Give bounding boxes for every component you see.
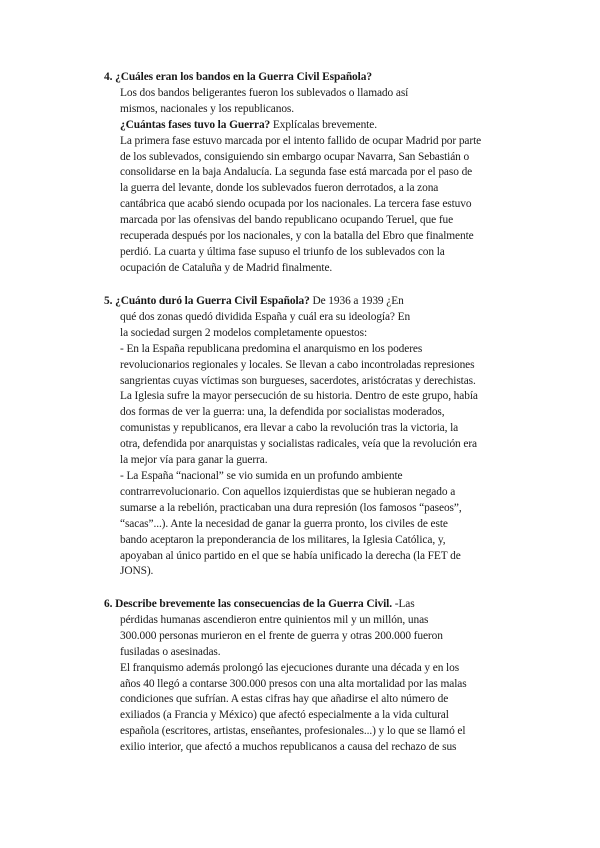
- question-6-section: [104, 597, 520, 756]
- question-5-intro-line: la sociedad surgen 2 modelos completamente opuestos:: [120, 326, 368, 339]
- paragraph-line: exilio interior, que afectó a muchos republicanos a causa del rechazo de sus: [120, 741, 457, 754]
- paragraph-line: recuperada después por los nacionales, y con la batalla del Ebro que finalmente: [120, 230, 474, 243]
- paragraph-line: La primera fase estuvo marcada por el intento fallido de ocupar Madrid por parte: [120, 134, 482, 147]
- paragraph-line: de los sublevados, consiguiendo sin embargo ocupar Navarra, San Sebastián o: [120, 150, 470, 163]
- question-4-text: ¿Cuáles eran los bandos en la Guerra Civil Española?: [115, 71, 372, 83]
- paragraph-line: marcada por las ofensivas del bando republicano ocupando Teruel, que fue: [120, 214, 454, 227]
- paragraph-line: El franquismo además prolongó las ejecuciones durante una década y en los: [120, 661, 460, 674]
- paragraph-line: - La España “nacional” se vio sumida en un profundo ambiente: [120, 469, 403, 482]
- paragraph-line: pérdidas humanas ascendieron entre quinientos mil y un millón, unas: [120, 613, 429, 626]
- paragraph-line: contrarrevolucionario. Con aquellos izquierdistas que se hubieran negado a: [120, 485, 456, 498]
- question-5-body: [104, 342, 520, 581]
- question-5-section: [104, 294, 520, 580]
- paragraph-line: exiliados (a Francia y México) que afectó especialmente a la vida cultural: [120, 709, 449, 722]
- question-6-text: Describe brevemente las consecuencias de la Guerra Civil.: [115, 598, 392, 610]
- question-4-heading: [104, 70, 520, 86]
- sub-question-tail: Explícalas brevemente.: [270, 118, 377, 131]
- paragraph-line: sangrientas cuyas víctimas son burgueses, sacerdotes, aristócratas y derechistas.: [120, 374, 476, 387]
- paragraph-line: la guerra del levante, donde los sublevados fueron derrotados, a la zona: [120, 182, 439, 195]
- paragraph-line: ocupación de Cataluña y de Madrid finalmente.: [120, 261, 333, 274]
- paragraph-line: apoyaban al único partido en el que se había unificado la derecha (la FET de: [120, 549, 461, 562]
- sub-question-phases: [120, 118, 520, 134]
- question-4-answer-line: mismos, nacionales y los republicanos.: [120, 102, 294, 115]
- paragraph-line: dos formas de ver la guerra: una, la defendida por socialistas moderados,: [120, 406, 445, 419]
- question-5-heading: [104, 294, 520, 310]
- paragraph-line: otra, defendida por anarquistas y socialistas radicales, veía que la revolución era: [120, 438, 478, 451]
- question-6-heading: [104, 597, 520, 613]
- paragraph-line: consolidarse en la baja Andalucía. La segunda fase está marcada por el paso de: [120, 166, 473, 179]
- paragraph-line: 300.000 personas murieron en el frente de guerra y otras 200.000 fueron: [120, 629, 443, 642]
- paragraph-line: revolucionarios regionales y locales. Se llevan a cabo incontroladas represiones: [120, 358, 475, 371]
- question-6-body: [104, 613, 520, 756]
- question-6-number: 6.: [104, 598, 113, 610]
- paragraph-line: JONS).: [120, 565, 154, 578]
- question-4-body: [104, 134, 520, 277]
- paragraph-line: cantábrica que acabó siendo ocupada por los nacionales. La tercera fase estuvo: [120, 198, 472, 211]
- paragraph-line: perdió. La cuarta y última fase supuso el triunfo de los sublevados con la: [120, 245, 445, 258]
- question-4-section: [104, 70, 520, 277]
- question-5-intro: [104, 310, 520, 342]
- question-4-answer: [104, 86, 520, 134]
- paragraph-line: sumarse a la rebelión, practicaban una dura represión (los famosos “paseos”,: [120, 501, 462, 514]
- paragraph-line: bando aceptaron la preponderancia de los militares, la Iglesia Católica, y,: [120, 533, 446, 546]
- question-4-answer-line: Los dos bandos beligerantes fueron los sublevados o llamado así: [120, 86, 409, 99]
- paragraph-line: fusiladas o asesinadas.: [120, 645, 221, 658]
- paragraph-line: “sacas”...). Ante la necesidad de ganar la guerra pronto, los civiles de este: [120, 517, 448, 530]
- question-5-intro-line: qué dos zonas quedó dividida España y cuál era su ideología? En: [120, 310, 411, 323]
- question-5-text: ¿Cuánto duró la Guerra Civil Española?: [115, 295, 310, 307]
- paragraph-line: La Iglesia sufre la mayor persecución de su historia. Dentro de este grupo, había: [120, 390, 478, 403]
- paragraph-line: española (escritores, artistas, enseñantes, profesionales...) y lo que se llamó el: [120, 725, 466, 738]
- sub-question-text: ¿Cuántas fases tuvo la Guerra?: [120, 118, 271, 131]
- question-5-number: 5.: [104, 295, 113, 307]
- paragraph-line: años 40 llegó a contarse 300.000 presos con una alta mortalidad por las malas: [120, 677, 467, 690]
- question-4-number: 4.: [104, 71, 113, 83]
- paragraph-line: la mejor vía para ganar la guerra.: [120, 454, 268, 467]
- paragraph-line: condiciones que sufrían. A estas cifras hay que añadirse el alto número de: [120, 693, 449, 706]
- paragraph-line: - En la España republicana predomina el anarquismo en los poderes: [120, 342, 423, 355]
- paragraph-line: comunistas y republicanos, era llevar a cabo la revolución tras la victoria, la: [120, 422, 459, 435]
- question-5-tail: De 1936 a 1939 ¿En: [309, 295, 404, 307]
- question-6-tail: -Las: [392, 598, 415, 610]
